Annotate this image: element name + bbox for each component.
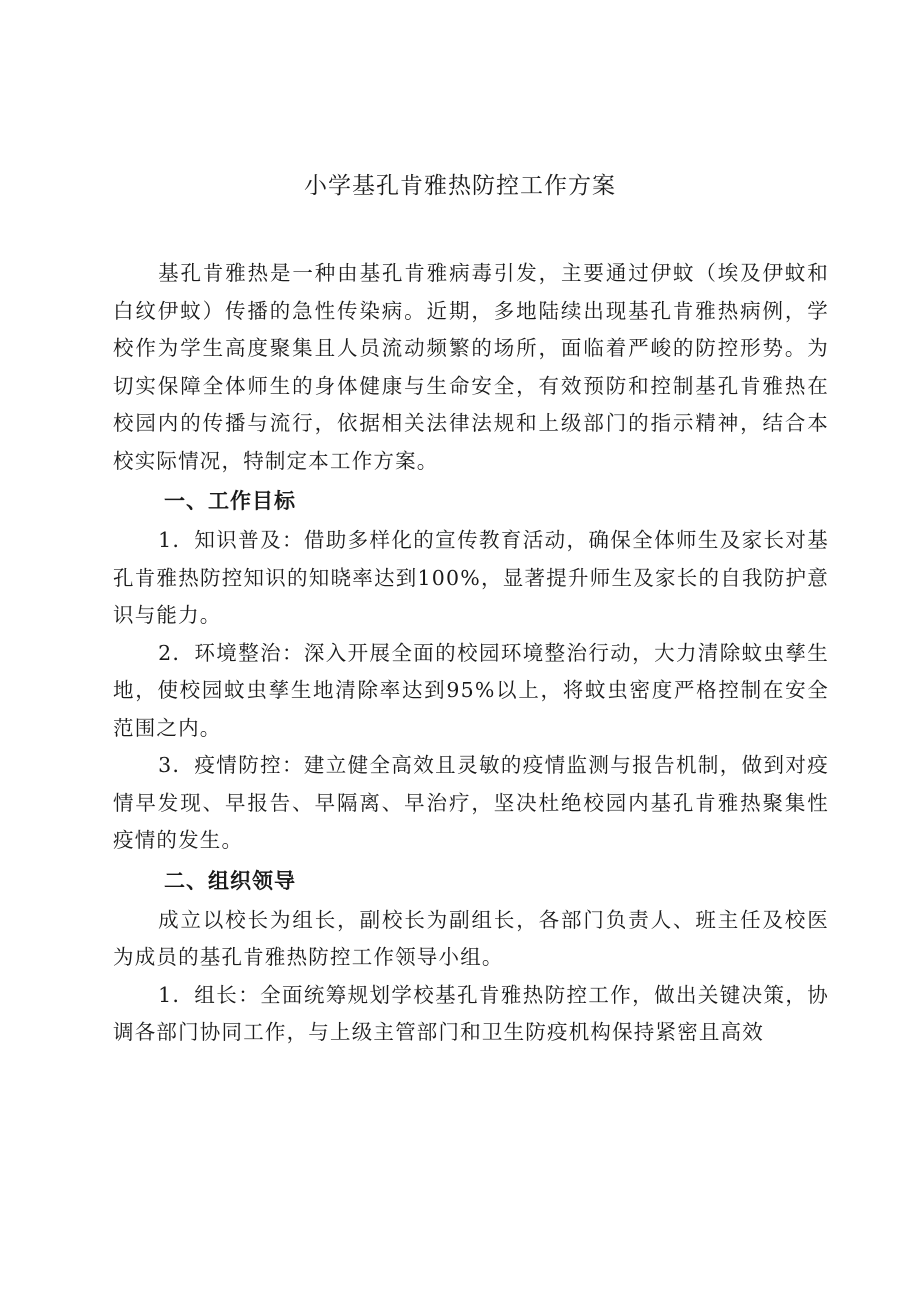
section-heading-organization: 二、组织领导	[164, 868, 296, 893]
leader-item-group-head: 1．组长：全面统筹规划学校基孔肯雅热防控工作，做出关键决策，协调各部门协同工作，与上级主管部门和卫生防疫机构保持紧密且高效	[113, 982, 829, 1044]
organization-paragraph: 成立以校长为组长，副校长为副组长，各部门负责人、班主任及校医为成员的基孔肯雅热防控工作领导小组。	[113, 907, 829, 969]
goal-item-environment: 2．环境整治：深入开展全面的校园环境整治行动，大力清除蚊虫孳生地，使校园蚊虫孳生地清除率达到95%以上，将蚊虫密度严格控制在安全范围之内。	[113, 640, 829, 740]
document-body	[113, 255, 829, 1052]
intro-paragraph: 基孔肯雅热是一种由基孔肯雅病毒引发，主要通过伊蚊（埃及伊蚊和白纹伊蚊）传播的急性传染病。近期，多地陆续出现基孔肯雅热病例，学校作为学生高度聚集且人员流动频繁的场所，面临着严峻的防控形势。为切实保障全体师生的身体健康与生命安全，有效预防和控制基孔肯雅热在校园内的传播与流行，依据相关法律法规和上级部门的指示精神，结合本校实际情况，特制定本工作方案。	[113, 261, 829, 473]
section-heading-goals: 一、工作目标	[164, 489, 296, 513]
goal-item-knowledge: 1．知识普及：借助多样化的宣传教育活动，确保全体师生及家长对基孔肯雅热防控知识的知晓率达到100%，显著提升师生及家长的自我防护意识与能力。	[113, 528, 829, 627]
document-title: 小学基孔肯雅热防控工作方案	[304, 173, 616, 199]
goal-item-epidemic-control: 3．疫情防控：建立健全高效且灵敏的疫情监测与报告机制，做到对疫情早发现、早报告、早隔离、早治疗，坚决杜绝校园内基孔肯雅热聚集性疫情的发生。	[113, 753, 829, 852]
